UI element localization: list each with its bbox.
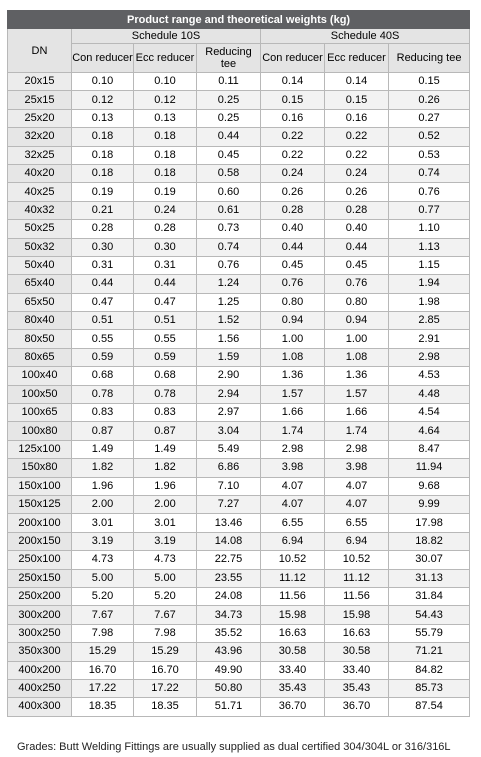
reducing-tee-40s-cell: 4.48 [389,385,470,403]
ecc-reducer-40s-cell: 3.98 [325,459,389,477]
dn-cell: 50x40 [8,256,72,274]
con-reducer-40s-cell: 2.98 [261,440,325,458]
reducing-tee-10s-cell: 14.08 [197,532,261,550]
ecc-reducer-10s-cell: 1.49 [134,440,197,458]
reducing-tee-40s-cell: 4.54 [389,404,470,422]
table-row [8,293,470,311]
table-row [8,643,470,661]
con-reducer-40s-cell: 36.70 [261,698,325,716]
reducing-tee-40s-cell: 0.26 [389,91,470,109]
ecc-reducer-10s-cell: 0.18 [134,146,197,164]
con-reducer-40s-cell: 1.74 [261,422,325,440]
ecc-reducer-40s-cell: 2.98 [325,440,389,458]
con-reducer-40s-cell: 1.00 [261,330,325,348]
table-row [8,459,470,477]
ecc-reducer-40s-cell: 1.36 [325,367,389,385]
reducing-tee-40s-cell: 0.77 [389,201,470,219]
con-reducer-10s-cell: 0.87 [72,422,134,440]
reducing-tee-40s-cell: 1.15 [389,256,470,274]
reducing-tee-40s-cell: 0.74 [389,164,470,182]
con-reducer-10s-cell: 1.49 [72,440,134,458]
con-reducer-10s-cell: 0.55 [72,330,134,348]
table-row [8,385,470,403]
dn-cell: 200x100 [8,514,72,532]
table-row [8,551,470,569]
ecc-reducer-10s-cell: 0.83 [134,404,197,422]
ecc-reducer-10s-cell: 0.18 [134,164,197,182]
reducing-tee-40s-cell: 71.21 [389,643,470,661]
con-reducer-40s-cell: 16.63 [261,624,325,642]
ecc-reducer-10s-cell: 0.51 [134,312,197,330]
reducing-tee-40s-cell: 85.73 [389,679,470,697]
con-reducer-10s-cell: 0.18 [72,164,134,182]
con-reducer-10s-cell: 0.59 [72,348,134,366]
dn-cell: 350x300 [8,643,72,661]
dn-cell: 40x25 [8,183,72,201]
reducing-tee-10s-cell: 7.27 [197,495,261,513]
reducing-tee-40s-cell: 2.98 [389,348,470,366]
reducing-tee-40s-cell: 31.13 [389,569,470,587]
con-reducer-10s-cell: 0.44 [72,275,134,293]
reducing-tee-10s-cell: 3.04 [197,422,261,440]
table-body [8,73,470,717]
ecc-reducer-40s-cell: 0.45 [325,256,389,274]
dn-cell: 40x32 [8,201,72,219]
con-reducer-40s-cell: 0.14 [261,73,325,91]
reducing-tee-10s-cell: 0.74 [197,238,261,256]
con-reducer-40s-cell: 4.07 [261,477,325,495]
reducing-tee-40s-cell: 2.85 [389,312,470,330]
reducing-tee-40s-cell: 9.68 [389,477,470,495]
ecc-reducer-10s-cell: 0.30 [134,238,197,256]
reducing-tee-10s-cell: 2.94 [197,385,261,403]
con-reducer-40s-cell: 0.28 [261,201,325,219]
ecc-reducer-10s-cell: 4.73 [134,551,197,569]
ecc-reducer-40s-cell: 36.70 [325,698,389,716]
reducing-tee-10s-cell: 5.49 [197,440,261,458]
con-reducer-40s-cell: 0.26 [261,183,325,201]
dn-cell: 250x200 [8,587,72,605]
con-reducer-10s-cell: 7.98 [72,624,134,642]
dn-cell: 80x50 [8,330,72,348]
ecc-reducer-10s-cell: 5.00 [134,569,197,587]
reducing-tee-10s-cell: 0.25 [197,91,261,109]
ecc-reducer-40s-cell: 1.08 [325,348,389,366]
ecc-reducer-10s-cell: 1.96 [134,477,197,495]
con-reducer-40s-cell: 11.12 [261,569,325,587]
table-row [8,275,470,293]
reducing-tee-40s-cell: 30.07 [389,551,470,569]
ecc-reducer-10s-cell: 0.18 [134,128,197,146]
con-reducer-40s-cell: 35.43 [261,679,325,697]
con-reducer-10s-cell: 5.00 [72,569,134,587]
ecc-reducer-40s-cell: 0.80 [325,293,389,311]
ecc-reducer-40s-cell: 0.44 [325,238,389,256]
table-row [8,164,470,182]
ecc-reducer-10s-cell: 16.70 [134,661,197,679]
reducing-tee-10s-cell: 1.24 [197,275,261,293]
reducing-tee-40s-cell: 17.98 [389,514,470,532]
schedule-40s-header: Schedule 40S [261,29,470,44]
con-reducer-10s-cell: 16.70 [72,661,134,679]
ecc-reducer-40s-cell: 0.40 [325,220,389,238]
dn-cell: 100x80 [8,422,72,440]
weights-table-container [7,10,470,717]
ecc-reducer-10s-cell: 3.01 [134,514,197,532]
con-reducer-10s-cell: 1.96 [72,477,134,495]
reducing-tee-40s-cell: 18.82 [389,532,470,550]
dn-cell: 300x250 [8,624,72,642]
con-reducer-40s-cell: 0.45 [261,256,325,274]
reducing-tee-10s-cell: 51.71 [197,698,261,716]
ecc-reducer-10s-cell: 0.87 [134,422,197,440]
reducing-tee-40s-cell: 0.76 [389,183,470,201]
column-header-40s-reducing-tee: Reducing tee [389,44,470,73]
reducing-tee-40s-cell: 11.94 [389,459,470,477]
dn-cell: 20x15 [8,73,72,91]
ecc-reducer-10s-cell: 5.20 [134,587,197,605]
table-row [8,679,470,697]
ecc-reducer-40s-cell: 0.24 [325,164,389,182]
table-row [8,146,470,164]
dn-cell: 400x200 [8,661,72,679]
product-weights-table [7,10,470,717]
ecc-reducer-40s-cell: 0.28 [325,201,389,219]
table-row [8,422,470,440]
con-reducer-40s-cell: 33.40 [261,661,325,679]
con-reducer-10s-cell: 0.13 [72,109,134,127]
reducing-tee-10s-cell: 6.86 [197,459,261,477]
table-row [8,91,470,109]
reducing-tee-10s-cell: 34.73 [197,606,261,624]
dn-cell: 32x25 [8,146,72,164]
con-reducer-40s-cell: 4.07 [261,495,325,513]
reducing-tee-40s-cell: 4.53 [389,367,470,385]
table-row [8,624,470,642]
reducing-tee-40s-cell: 1.13 [389,238,470,256]
ecc-reducer-40s-cell: 11.12 [325,569,389,587]
con-reducer-10s-cell: 3.01 [72,514,134,532]
ecc-reducer-40s-cell: 1.00 [325,330,389,348]
dn-cell: 250x100 [8,551,72,569]
ecc-reducer-10s-cell: 0.55 [134,330,197,348]
dn-cell: 100x65 [8,404,72,422]
con-reducer-10s-cell: 0.28 [72,220,134,238]
table-row [8,256,470,274]
con-reducer-40s-cell: 1.36 [261,367,325,385]
ecc-reducer-40s-cell: 15.98 [325,606,389,624]
reducing-tee-10s-cell: 7.10 [197,477,261,495]
ecc-reducer-10s-cell: 0.10 [134,73,197,91]
con-reducer-10s-cell: 1.82 [72,459,134,477]
column-header-10s-con-reducer: Con reducer [72,44,134,73]
reducing-tee-10s-cell: 35.52 [197,624,261,642]
dn-cell: 150x80 [8,459,72,477]
con-reducer-10s-cell: 3.19 [72,532,134,550]
ecc-reducer-10s-cell: 15.29 [134,643,197,661]
table-row [8,698,470,716]
ecc-reducer-40s-cell: 1.74 [325,422,389,440]
ecc-reducer-10s-cell: 2.00 [134,495,197,513]
ecc-reducer-40s-cell: 0.22 [325,146,389,164]
ecc-reducer-10s-cell: 1.82 [134,459,197,477]
reducing-tee-10s-cell: 1.56 [197,330,261,348]
con-reducer-40s-cell: 1.66 [261,404,325,422]
ecc-reducer-10s-cell: 18.35 [134,698,197,716]
table-row [8,330,470,348]
table-row [8,532,470,550]
reducing-tee-10s-cell: 1.25 [197,293,261,311]
dn-cell: 250x150 [8,569,72,587]
reducing-tee-10s-cell: 23.55 [197,569,261,587]
dn-cell: 400x250 [8,679,72,697]
table-row [8,312,470,330]
table-row [8,201,470,219]
con-reducer-10s-cell: 0.12 [72,91,134,109]
ecc-reducer-10s-cell: 0.47 [134,293,197,311]
ecc-reducer-10s-cell: 0.13 [134,109,197,127]
ecc-reducer-40s-cell: 0.16 [325,109,389,127]
ecc-reducer-10s-cell: 7.98 [134,624,197,642]
dn-cell: 50x32 [8,238,72,256]
table-row [8,514,470,532]
reducing-tee-40s-cell: 55.79 [389,624,470,642]
ecc-reducer-10s-cell: 0.68 [134,367,197,385]
table-row [8,109,470,127]
table-row [8,661,470,679]
reducing-tee-10s-cell: 0.45 [197,146,261,164]
con-reducer-10s-cell: 0.21 [72,201,134,219]
con-reducer-40s-cell: 0.15 [261,91,325,109]
table-row [8,477,470,495]
con-reducer-10s-cell: 0.68 [72,367,134,385]
dn-cell: 200x150 [8,532,72,550]
con-reducer-10s-cell: 0.47 [72,293,134,311]
ecc-reducer-40s-cell: 0.22 [325,128,389,146]
reducing-tee-40s-cell: 2.91 [389,330,470,348]
reducing-tee-40s-cell: 1.10 [389,220,470,238]
ecc-reducer-40s-cell: 0.94 [325,312,389,330]
con-reducer-40s-cell: 0.16 [261,109,325,127]
con-reducer-40s-cell: 0.24 [261,164,325,182]
con-reducer-10s-cell: 0.51 [72,312,134,330]
con-reducer-40s-cell: 15.98 [261,606,325,624]
dn-cell: 80x65 [8,348,72,366]
reducing-tee-10s-cell: 0.61 [197,201,261,219]
con-reducer-10s-cell: 0.18 [72,128,134,146]
reducing-tee-40s-cell: 31.84 [389,587,470,605]
con-reducer-40s-cell: 0.76 [261,275,325,293]
con-reducer-40s-cell: 0.40 [261,220,325,238]
column-header-row [8,44,470,73]
con-reducer-40s-cell: 30.58 [261,643,325,661]
ecc-reducer-10s-cell: 0.28 [134,220,197,238]
reducing-tee-10s-cell: 0.73 [197,220,261,238]
con-reducer-40s-cell: 6.94 [261,532,325,550]
con-reducer-10s-cell: 2.00 [72,495,134,513]
table-row [8,569,470,587]
con-reducer-10s-cell: 18.35 [72,698,134,716]
con-reducer-10s-cell: 0.10 [72,73,134,91]
reducing-tee-40s-cell: 87.54 [389,698,470,716]
reducing-tee-40s-cell: 0.52 [389,128,470,146]
dn-cell: 400x300 [8,698,72,716]
reducing-tee-10s-cell: 1.52 [197,312,261,330]
column-header-40s-con-reducer: Con reducer [261,44,325,73]
con-reducer-40s-cell: 0.94 [261,312,325,330]
schedule-header-row [8,29,470,44]
ecc-reducer-40s-cell: 6.55 [325,514,389,532]
ecc-reducer-10s-cell: 0.78 [134,385,197,403]
dn-cell: 25x20 [8,109,72,127]
con-reducer-40s-cell: 0.22 [261,146,325,164]
table-row [8,183,470,201]
dn-cell: 40x20 [8,164,72,182]
con-reducer-10s-cell: 0.78 [72,385,134,403]
reducing-tee-10s-cell: 43.96 [197,643,261,661]
column-header-10s-reducing-tee: Reducing tee [197,44,261,73]
table-row [8,220,470,238]
table-row [8,73,470,91]
table-row [8,495,470,513]
ecc-reducer-10s-cell: 0.19 [134,183,197,201]
table-row [8,404,470,422]
ecc-reducer-40s-cell: 4.07 [325,477,389,495]
reducing-tee-10s-cell: 24.08 [197,587,261,605]
reducing-tee-40s-cell: 1.98 [389,293,470,311]
ecc-reducer-40s-cell: 16.63 [325,624,389,642]
con-reducer-10s-cell: 0.19 [72,183,134,201]
reducing-tee-40s-cell: 4.64 [389,422,470,440]
ecc-reducer-10s-cell: 0.24 [134,201,197,219]
ecc-reducer-40s-cell: 4.07 [325,495,389,513]
con-reducer-10s-cell: 0.18 [72,146,134,164]
ecc-reducer-40s-cell: 0.76 [325,275,389,293]
dn-cell: 50x25 [8,220,72,238]
dn-cell: 32x20 [8,128,72,146]
dn-header: DN [8,29,72,73]
reducing-tee-10s-cell: 0.60 [197,183,261,201]
column-header-10s-ecc-reducer: Ecc reducer [134,44,197,73]
ecc-reducer-10s-cell: 3.19 [134,532,197,550]
dn-cell: 65x40 [8,275,72,293]
reducing-tee-10s-cell: 1.59 [197,348,261,366]
dn-cell: 65x50 [8,293,72,311]
dn-cell: 80x40 [8,312,72,330]
reducing-tee-10s-cell: 2.97 [197,404,261,422]
table-title-row [8,11,470,29]
grades-footnote: Grades: Butt Welding Fittings are usually supplied as dual certified 304/304L or 316/316L [17,741,451,753]
table-row [8,587,470,605]
con-reducer-40s-cell: 6.55 [261,514,325,532]
table-row [8,238,470,256]
ecc-reducer-40s-cell: 11.56 [325,587,389,605]
reducing-tee-10s-cell: 22.75 [197,551,261,569]
con-reducer-10s-cell: 0.31 [72,256,134,274]
dn-cell: 125x100 [8,440,72,458]
ecc-reducer-40s-cell: 10.52 [325,551,389,569]
dn-cell: 25x15 [8,91,72,109]
ecc-reducer-10s-cell: 17.22 [134,679,197,697]
con-reducer-40s-cell: 11.56 [261,587,325,605]
table-row [8,367,470,385]
ecc-reducer-40s-cell: 1.57 [325,385,389,403]
ecc-reducer-40s-cell: 0.15 [325,91,389,109]
ecc-reducer-10s-cell: 0.12 [134,91,197,109]
reducing-tee-10s-cell: 49.90 [197,661,261,679]
reducing-tee-10s-cell: 0.44 [197,128,261,146]
con-reducer-40s-cell: 1.57 [261,385,325,403]
ecc-reducer-10s-cell: 0.59 [134,348,197,366]
reducing-tee-40s-cell: 54.43 [389,606,470,624]
reducing-tee-40s-cell: 0.53 [389,146,470,164]
con-reducer-10s-cell: 0.30 [72,238,134,256]
schedule-10s-header: Schedule 10S [72,29,261,44]
reducing-tee-40s-cell: 84.82 [389,661,470,679]
reducing-tee-10s-cell: 2.90 [197,367,261,385]
con-reducer-10s-cell: 15.29 [72,643,134,661]
reducing-tee-10s-cell: 0.58 [197,164,261,182]
dn-cell: 100x40 [8,367,72,385]
con-reducer-10s-cell: 5.20 [72,587,134,605]
con-reducer-40s-cell: 0.44 [261,238,325,256]
reducing-tee-40s-cell: 1.94 [389,275,470,293]
ecc-reducer-10s-cell: 0.44 [134,275,197,293]
table-row [8,348,470,366]
reducing-tee-10s-cell: 50.80 [197,679,261,697]
table-row [8,606,470,624]
con-reducer-40s-cell: 3.98 [261,459,325,477]
reducing-tee-10s-cell: 13.46 [197,514,261,532]
reducing-tee-10s-cell: 0.11 [197,73,261,91]
reducing-tee-40s-cell: 0.15 [389,73,470,91]
con-reducer-40s-cell: 10.52 [261,551,325,569]
reducing-tee-10s-cell: 0.25 [197,109,261,127]
con-reducer-10s-cell: 7.67 [72,606,134,624]
reducing-tee-40s-cell: 9.99 [389,495,470,513]
ecc-reducer-40s-cell: 1.66 [325,404,389,422]
con-reducer-40s-cell: 1.08 [261,348,325,366]
reducing-tee-40s-cell: 8.47 [389,440,470,458]
ecc-reducer-40s-cell: 33.40 [325,661,389,679]
dn-cell: 150x100 [8,477,72,495]
table-row [8,128,470,146]
column-header-40s-ecc-reducer: Ecc reducer [325,44,389,73]
ecc-reducer-40s-cell: 0.26 [325,183,389,201]
dn-cell: 150x125 [8,495,72,513]
con-reducer-40s-cell: 0.80 [261,293,325,311]
con-reducer-40s-cell: 0.22 [261,128,325,146]
con-reducer-10s-cell: 4.73 [72,551,134,569]
con-reducer-10s-cell: 0.83 [72,404,134,422]
reducing-tee-40s-cell: 0.27 [389,109,470,127]
table-title: Product range and theoretical weights (kg) [8,11,470,29]
ecc-reducer-40s-cell: 0.14 [325,73,389,91]
ecc-reducer-40s-cell: 35.43 [325,679,389,697]
ecc-reducer-40s-cell: 30.58 [325,643,389,661]
ecc-reducer-10s-cell: 7.67 [134,606,197,624]
table-row [8,440,470,458]
con-reducer-10s-cell: 17.22 [72,679,134,697]
dn-cell: 100x50 [8,385,72,403]
dn-cell: 300x200 [8,606,72,624]
ecc-reducer-40s-cell: 6.94 [325,532,389,550]
reducing-tee-10s-cell: 0.76 [197,256,261,274]
ecc-reducer-10s-cell: 0.31 [134,256,197,274]
